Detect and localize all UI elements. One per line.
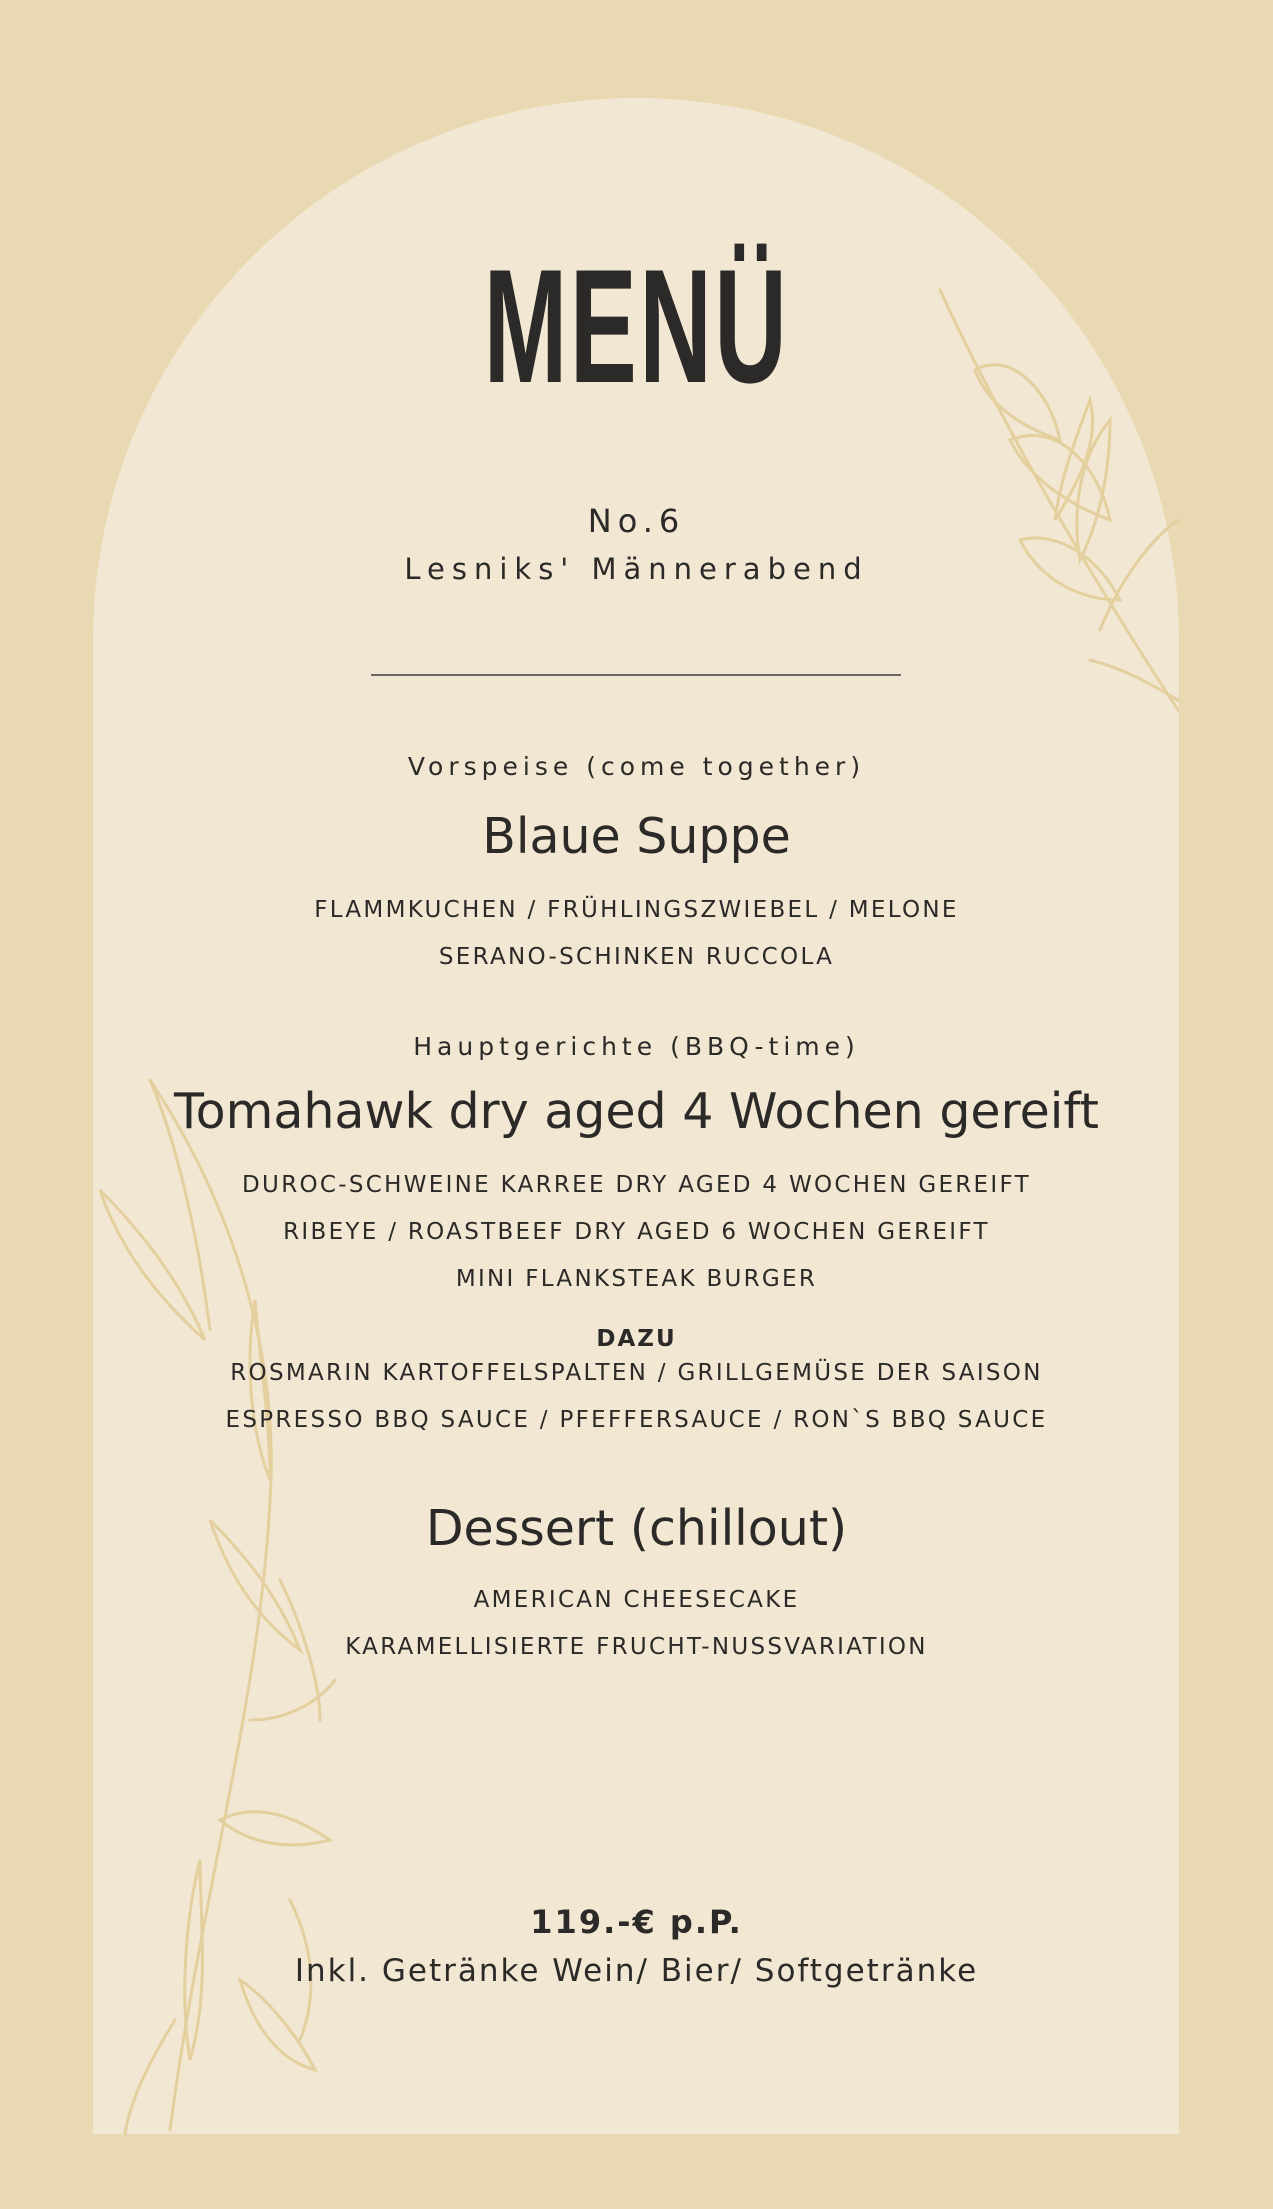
menu-title: MENÜ xyxy=(483,236,790,417)
dish-title-main: Tomahawk dry aged 4 Wochen gereift xyxy=(174,1083,1099,1140)
menu-item: KARAMELLISIERTE FRUCHT-NUSSVARIATION xyxy=(345,1634,928,1660)
menu-item: ROSMARIN KARTOFFELSPALTEN / GRILLGEMÜSE DER SAISON xyxy=(230,1360,1043,1386)
dish-title-dessert: Dessert (chillout) xyxy=(425,1500,848,1557)
event-subtitle: Lesniks' Männerabend xyxy=(404,552,869,586)
divider-line xyxy=(371,674,901,676)
menu-item: SERANO-SCHINKEN RUCCOLA xyxy=(438,944,835,970)
menu-item: DUROC-SCHWEINE KARREE DRY AGED 4 WOCHEN GEREIFT xyxy=(242,1172,1031,1198)
sides-label: DAZU xyxy=(596,1326,677,1352)
menu-item: RIBEYE / ROASTBEEF DRY AGED 6 WOCHEN GEREIFT xyxy=(283,1219,990,1245)
price-per-person: 119.-€ p.P. xyxy=(530,1903,743,1941)
price-note: Inkl. Getränke Wein/ Bier/ Softgetränke xyxy=(294,1953,979,1989)
dish-title-starter: Blaue Suppe xyxy=(482,808,791,865)
menu-item: ESPRESSO BBQ SAUCE / PFEFFERSAUCE / RON`S BBQ SAUCE xyxy=(225,1407,1048,1433)
menu-item: MINI FLANKSTEAK BURGER xyxy=(455,1266,818,1292)
course-heading-main: Hauptgerichte (BBQ-time) xyxy=(413,1032,860,1061)
course-heading-starter: Vorspeise (come together) xyxy=(407,752,866,781)
menu-item: AMERICAN CHEESECAKE xyxy=(473,1587,800,1613)
menu-item: FLAMMKUCHEN / FRÜHLINGSZWIEBEL / MELONE xyxy=(314,897,959,923)
edition-number: No.6 xyxy=(587,502,686,540)
